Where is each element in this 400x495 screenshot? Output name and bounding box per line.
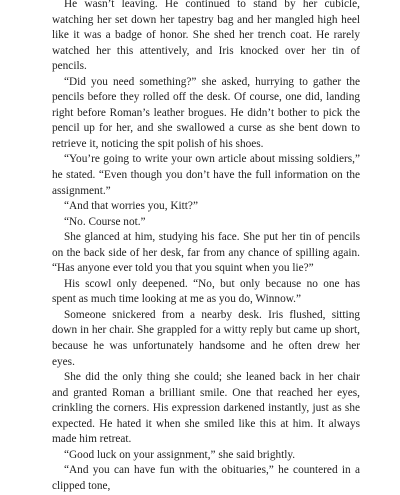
paragraph: “And that worries you, Kitt?”	[64, 200, 198, 213]
paragraph: “Good luck on your assignment,” she said brightly.	[64, 448, 296, 461]
paragraph: He wasn’t leaving. He continued to stand by her cubicle, watching her set down her tapestry bag and her mangled high heel like it was a badge of honor. She shed her trench coat. He rarely watched her this attentively, and Iris knocked over her tin of pencils.	[52, 0, 360, 73]
paragraph: She did the only thing she could; she leaned back in her chair and granted Roman a brilliant smile. One that reached her eyes, crinkling the corners. His expression darkened instantly, just as she expected. He hated it when she smiled like this at him. It always made him retreat.	[52, 371, 360, 446]
paragraph: His scowl only deepened. “No, but only because no one has spent as much time looking at me as you do, Winnow.”	[52, 277, 360, 306]
paragraph: “And you can have fun with the obituaries,” he countered in a clipped tone,	[52, 464, 360, 492]
paragraph: “No. Course not.”	[64, 215, 146, 228]
body-text	[52, 0, 360, 495]
paragraph: Someone snickered from a nearby desk. Iris flushed, sitting down in her chair. She grappled for a witty reply but came up short, because he was unfortunately handsome and he often drew her eyes.	[52, 308, 360, 368]
paragraph: “You’re going to write your own article about missing soldiers,” he stated. “Even though you don’t have the full information on the assignment.”	[52, 153, 360, 197]
paragraph: She glanced at him, studying his face. She put her tin of pencils on the back side of her desk, far from any chance of spilling again. “Has anyone ever told you that you squint when you lie?”	[52, 231, 360, 275]
paragraph: “Did you need something?” she asked, hurrying to gather the pencils before they rolled off the desk. Of course, one did, landing right before Roman’s leather brogues. He didn’t bother to pick the pencil up for her, and she swallowed a curse as she bent down to retrieve it, noticing the spit polish of his shoes.	[52, 75, 360, 150]
